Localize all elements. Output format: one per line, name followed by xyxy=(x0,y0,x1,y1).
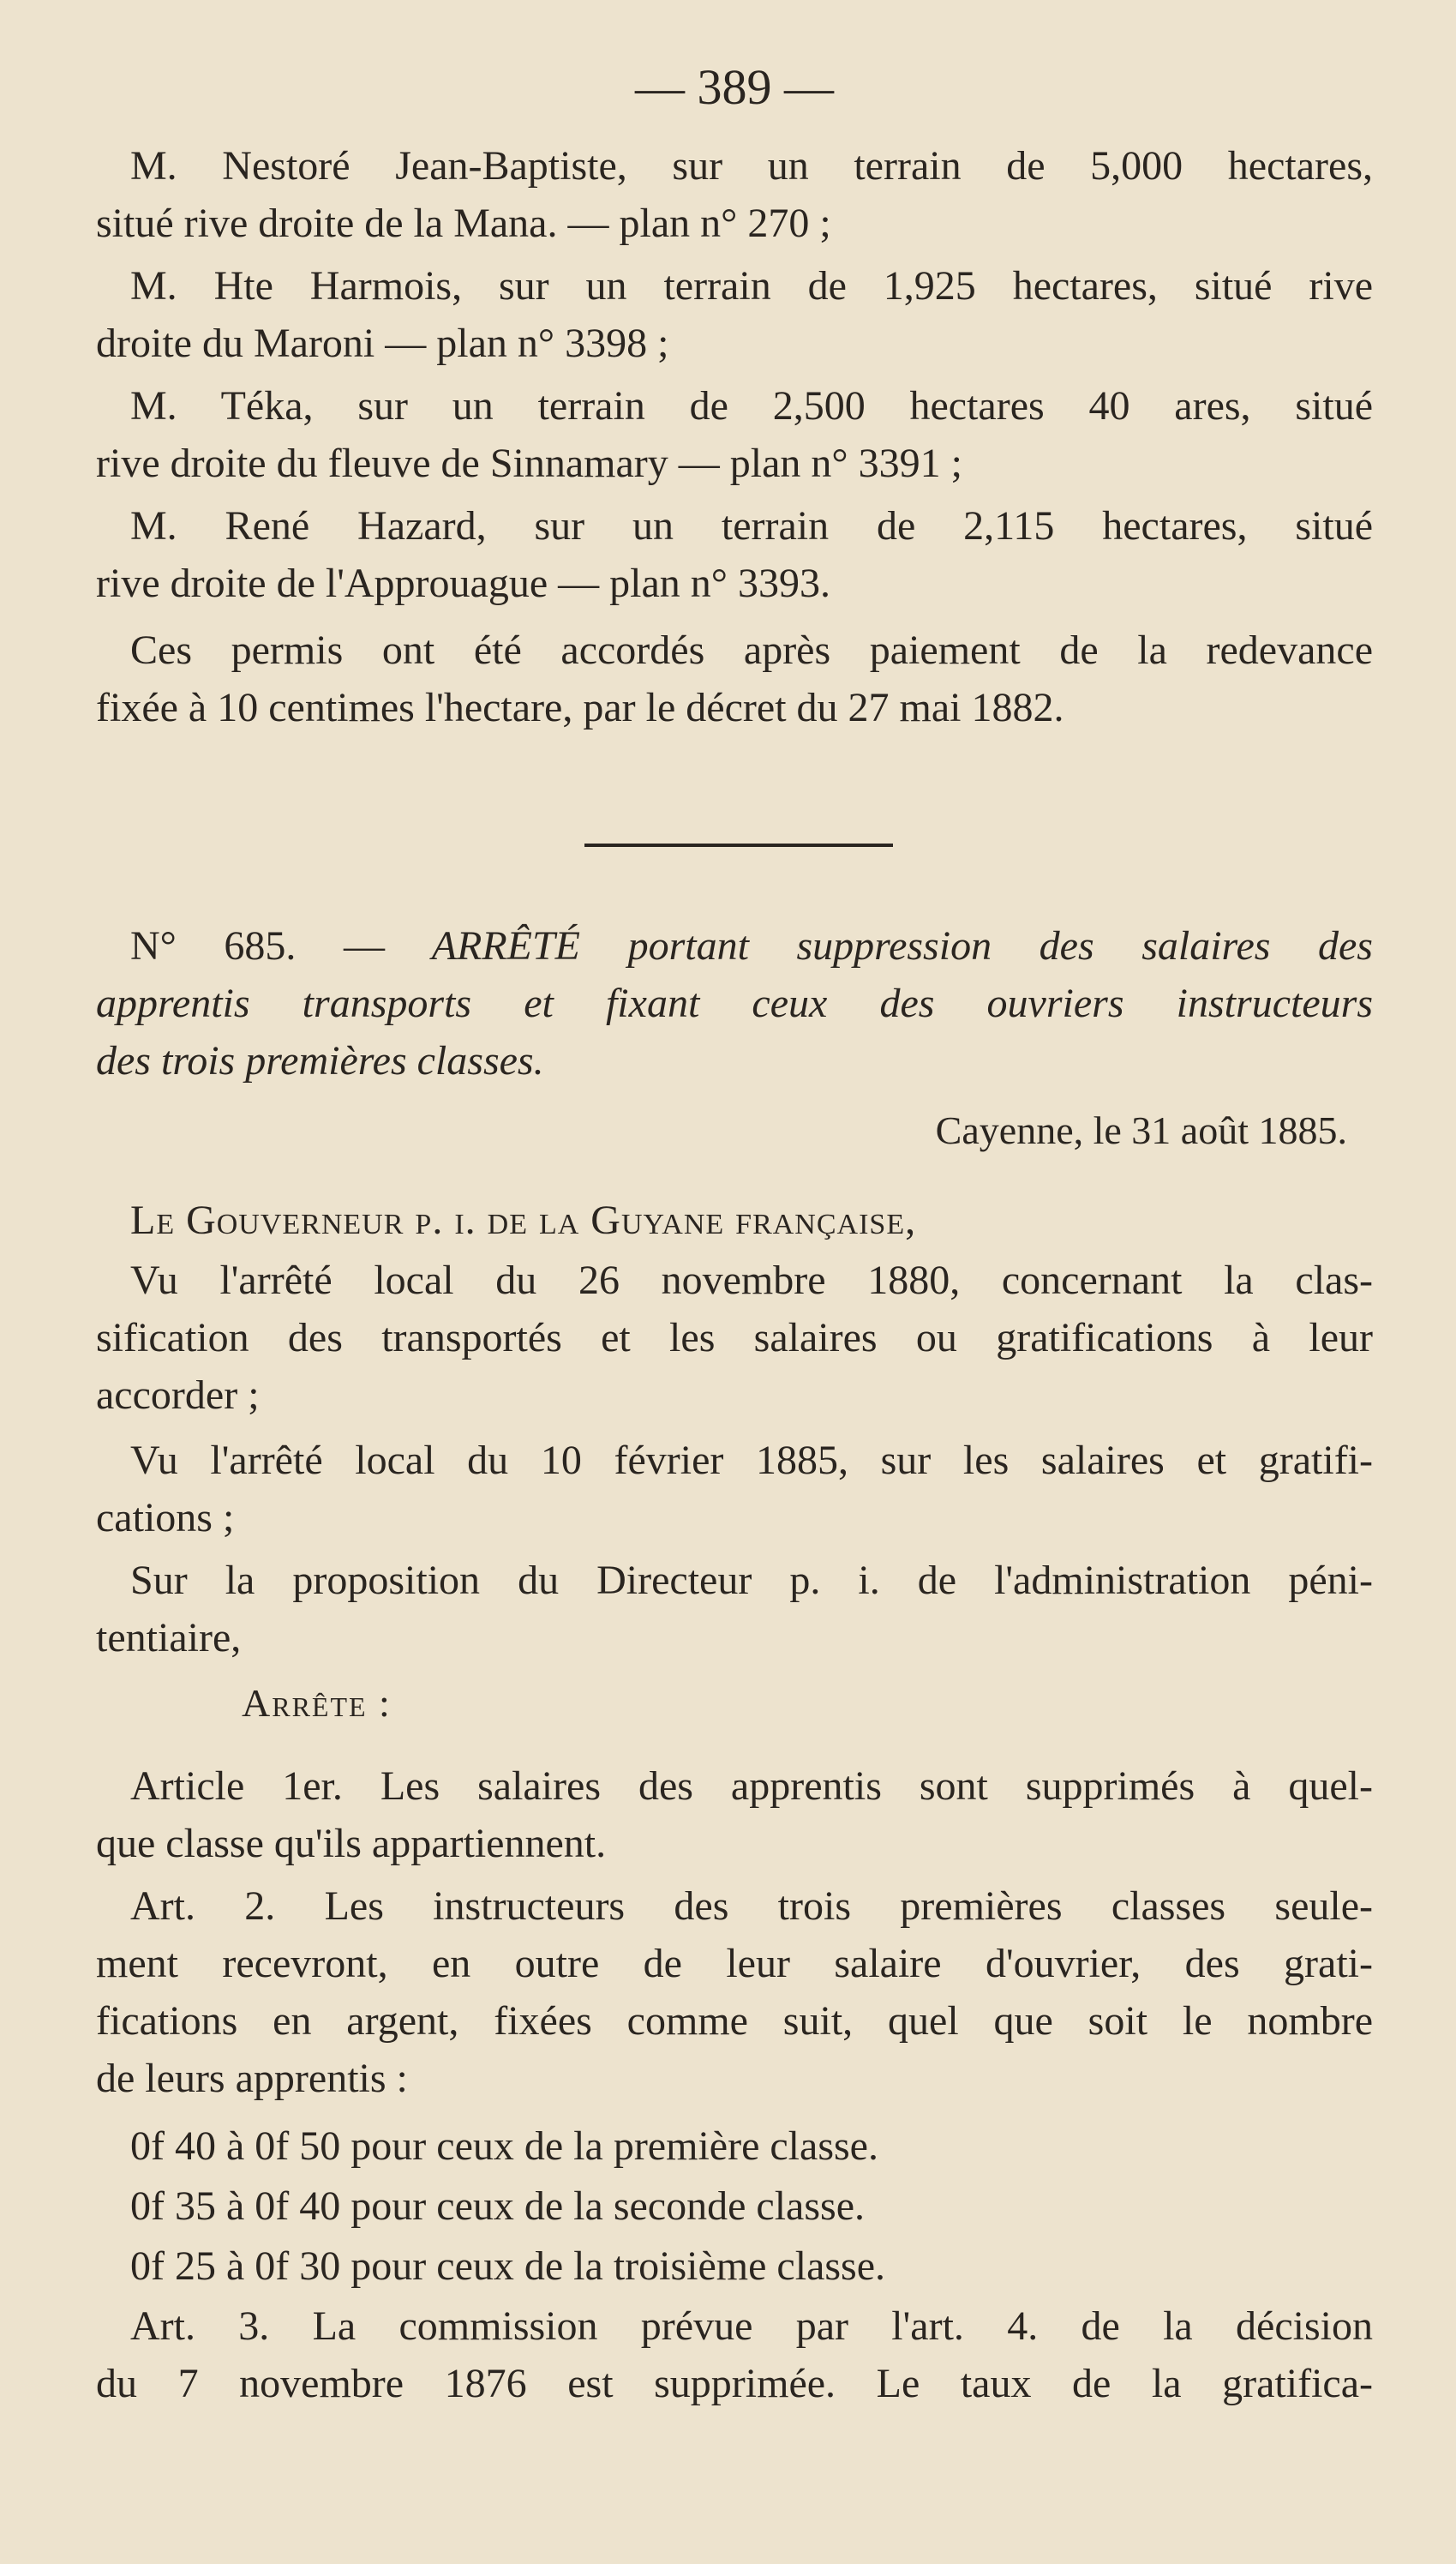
text-line: sification des transportés et les salaires ou gratifications à leur xyxy=(96,1315,1373,1360)
place-and-date: Cayenne, le 31 août 1885. xyxy=(935,1108,1347,1152)
consideration-2 xyxy=(96,1432,1373,1546)
decree-title-line-3: des trois premières classes. xyxy=(96,1038,544,1084)
permit-paragraph-5 xyxy=(96,621,1373,736)
text-line: rive droite de l'Approuague — plan n° 3393. xyxy=(96,561,830,606)
article-3 xyxy=(96,2297,1373,2412)
text-line: Vu l'arrêté local du 10 février 1885, sur les salaires et gratifi- xyxy=(130,1438,1373,1483)
text-line: Ces permis ont été accordés après paiement de la redevance xyxy=(130,627,1373,673)
consideration-1 xyxy=(96,1252,1373,1424)
text-line: M. Hte Harmois, sur un terrain de 1,925 hectares, situé rive xyxy=(130,263,1373,309)
permit-paragraph-4 xyxy=(96,497,1373,612)
decree-title-line-2: apprentis transports et fixant ceux des ouvriers instructeurs xyxy=(96,981,1373,1026)
text-line: tentiaire, xyxy=(96,1615,242,1660)
text-line: M. Téka, sur un terrain de 2,500 hectares 40 ares, situé xyxy=(130,383,1373,429)
text-line: M. René Hazard, sur un terrain de 2,115 hectares, situé xyxy=(130,503,1373,549)
text-line: 0f 40 à 0f 50 pour ceux de la première classe. xyxy=(130,2123,878,2169)
text-line: Art. 2. Les instructeurs des trois premières classes seule- xyxy=(130,1883,1373,1929)
text-line: fixée à 10 centimes l'hectare, par le décret du 27 mai 1882. xyxy=(96,685,1064,730)
text-line: du 7 novembre 1876 est supprimée. Le taux de la gratifica- xyxy=(96,2361,1373,2406)
document-page xyxy=(96,0,1373,2564)
decree-number: N° 685. — xyxy=(130,923,385,969)
permit-paragraph-2 xyxy=(96,257,1373,372)
text-line: M. Nestoré Jean-Baptiste, sur un terrain de 5,000 hectares, xyxy=(130,143,1373,189)
text-line: 0f 25 à 0f 30 pour ceux de la troisième classe. xyxy=(130,2243,886,2289)
text-line: 0f 35 à 0f 40 pour ceux de la seconde classe. xyxy=(130,2183,866,2229)
consideration-3 xyxy=(96,1552,1373,1666)
text-line: rive droite du fleuve de Sinnamary — plan n° 3391 ; xyxy=(96,441,962,486)
text-line: Vu l'arrêté local du 26 novembre 1880, concernant la clas- xyxy=(130,1258,1373,1303)
permit-paragraph-3 xyxy=(96,377,1373,492)
text-line: que classe qu'ils appartiennent. xyxy=(96,1821,607,1866)
section-divider xyxy=(584,844,893,847)
authority-line: Le Gouverneur p. i. de la Guyane française, xyxy=(130,1198,917,1243)
article-1 xyxy=(96,1757,1373,1872)
rate-third-class xyxy=(96,2237,1373,2295)
page-number: — 389 — xyxy=(635,59,834,115)
rate-second-class xyxy=(96,2177,1373,2235)
permit-paragraph-1 xyxy=(96,137,1373,252)
text-line: accorder ; xyxy=(96,1372,260,1418)
text-line: de leurs apprentis : xyxy=(96,2056,408,2101)
text-line: droite du Maroni — plan n° 3398 ; xyxy=(96,321,669,366)
decree-title xyxy=(96,917,1373,1090)
rate-first-class xyxy=(96,2117,1373,2175)
arrete-heading: Arrête : xyxy=(242,1681,392,1725)
text-line: situé rive droite de la Mana. — plan n° 270 ; xyxy=(96,201,831,246)
text-line: Sur la proposition du Directeur p. i. de l'administration péni- xyxy=(130,1558,1373,1603)
text-line: Art. 3. La commission prévue par l'art. 4. de la décision xyxy=(130,2303,1373,2349)
text-line: cations ; xyxy=(96,1495,235,1540)
text-line: Article 1er. Les salaires des apprentis sont supprimés à quel- xyxy=(130,1763,1373,1809)
article-2 xyxy=(96,1877,1373,2107)
decree-title-line-1: N° 685. — ARRÊTÉ portant suppression des salaires des xyxy=(130,923,1373,969)
text-line: fications en argent, fixées comme suit, quel que soit le nombre xyxy=(96,1998,1373,2044)
text-line: ment recevront, en outre de leur salaire d'ouvrier, des grati- xyxy=(96,1941,1373,1986)
